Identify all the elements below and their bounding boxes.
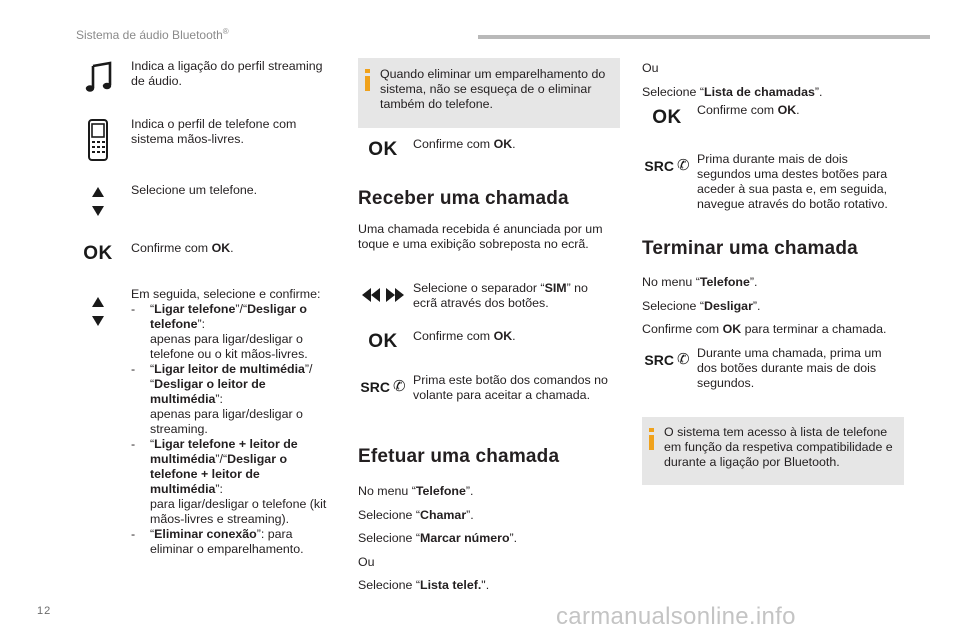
list-dash: - <box>131 302 136 316</box>
phone-slash-icon: ✆ <box>676 157 690 174</box>
option-3-desc: para ligar/desligar o telefone (kit mãos-livres e streaming). <box>150 497 327 526</box>
or-text: Ou <box>642 61 659 75</box>
lista-chamadas-word: Lista de chamadas <box>704 84 815 99</box>
section-title-receive-call: Receber uma chamada <box>358 188 569 209</box>
close-quote: ". <box>481 578 490 592</box>
watermark: carmanualsonline.info <box>556 603 796 630</box>
header-rule <box>478 35 930 39</box>
menu-prefix: No menu “ <box>642 275 700 289</box>
confirm-end-suffix: para terminar a chamada. <box>741 322 887 336</box>
list-item <box>131 527 331 557</box>
separator: ”/ <box>304 362 313 376</box>
confirm-prefix: Confirme com <box>413 137 494 151</box>
select-prefix: Selecione “ <box>642 298 704 313</box>
sim-word: SIM <box>544 281 567 295</box>
src-label: SRC <box>644 157 674 174</box>
info-text: O sistema tem acesso à lista de telefone em função da respetiva compatibilidade e durante a ligação por Bluetooth. <box>664 425 893 469</box>
header-title-text: Sistema de áudio Bluetooth <box>76 28 223 42</box>
option-disconnect-media: Desligar o leitor de multimédia <box>150 377 266 406</box>
handsfree-profile-text: Indica o perfil de telefone com sistema mãos-livres. <box>131 117 297 146</box>
period: . <box>230 241 234 255</box>
confirm-prefix: Confirme com <box>413 329 494 343</box>
desligar-word: Desligar <box>704 298 753 313</box>
option-disconnect-phone-media: Desligar o telefone + leitor de multimédia <box>150 452 288 496</box>
ok-button-icon: OK <box>368 330 398 352</box>
end-quote: ”: <box>215 392 223 406</box>
ok-button-icon: OK <box>83 242 113 264</box>
ok-word: OK <box>211 241 231 255</box>
option-4-desc: ”: para eliminar o emparelhamento. <box>150 527 304 556</box>
quote: “ <box>150 527 155 541</box>
select-prefix: Selecione “ <box>358 507 420 522</box>
list-dash: - <box>131 437 136 451</box>
telefone-word: Telefone <box>699 275 750 289</box>
end-quote: ”: <box>215 482 223 496</box>
menu-telefone-text <box>642 271 904 295</box>
info-icon <box>649 428 654 452</box>
hold-button-text: Prima durante mais de dois segundos uma destes botões para aceder à sua pasta e, em seguida, navegue através do botão rotativo. <box>697 152 888 211</box>
src-label: SRC <box>360 378 390 395</box>
src-phone-button-icon <box>642 349 692 371</box>
info-box-phonebook <box>642 417 904 485</box>
list-item <box>131 302 331 332</box>
page-header-title <box>76 27 229 42</box>
rewind-forward-icon <box>360 286 406 304</box>
ok-button-icon: OK <box>368 138 398 160</box>
ok-button-icon: OK <box>652 106 682 128</box>
during-call-text: Durante uma chamada, prima um dos botões durante mais de dois segundos. <box>697 346 882 390</box>
confirm-ok-text <box>131 241 331 256</box>
select-desligar-text <box>642 295 904 319</box>
select-prefix: Selecione “ <box>642 84 704 99</box>
quote: “ <box>150 377 155 391</box>
end-quote: ”: <box>197 317 206 331</box>
select-sim-tab-text <box>413 281 613 311</box>
music-note-icon <box>84 60 114 94</box>
close-quote: ”. <box>749 275 758 289</box>
up-down-arrows-icon <box>91 295 105 327</box>
src-label: SRC <box>644 351 674 368</box>
info-icon <box>365 69 370 93</box>
close-quote: ”. <box>509 531 518 545</box>
confirm-prefix: Confirme com <box>697 103 778 117</box>
src-phone-button-icon <box>358 376 408 398</box>
src-phone-button-icon <box>642 155 692 177</box>
close-quote: ”. <box>752 298 761 313</box>
end-call-steps <box>642 271 904 342</box>
confirm-ok-text <box>413 137 613 152</box>
or-text: Ou <box>358 554 375 569</box>
up-down-arrows-icon <box>91 185 105 217</box>
list-item <box>131 362 331 407</box>
confirm-ok-text <box>413 329 613 344</box>
option-connect-phone: Ligar telefone <box>154 302 236 316</box>
ok-word: OK <box>493 137 513 151</box>
registered-mark: ® <box>222 27 229 36</box>
list-item <box>131 437 331 497</box>
up-arrow-icon <box>92 187 104 197</box>
ok-word: OK <box>777 103 797 117</box>
section-title-end-call: Terminar uma chamada <box>642 238 858 259</box>
info-box-delete-pairing <box>358 58 620 128</box>
list-dash: - <box>131 527 136 541</box>
select-marcar-text <box>358 527 620 551</box>
option-disconnect-phone: Desligar o telefone <box>150 302 308 331</box>
option-connect-media: Ligar leitor de multimédia <box>154 362 305 376</box>
select-suffix: ” no ecrã através dos botões. <box>413 281 588 310</box>
option-1-desc: apenas para ligar/desligar o telefone ou o kit mãos-livres. <box>150 332 308 361</box>
separator: ”/“ <box>215 452 228 466</box>
phone-slash-icon: ✆ <box>392 378 406 395</box>
select-phone-text: Selecione um telefone. <box>131 183 258 197</box>
close-quote: ”. <box>465 484 474 498</box>
press-src-text: Prima este botão dos comandos no volante para aceitar a chamada. <box>413 373 608 402</box>
option-connect-phone-media: Ligar telefone + leitor de multimédia <box>150 437 298 466</box>
menu-prefix: No menu “ <box>358 484 416 498</box>
down-arrow-icon <box>92 316 104 326</box>
ok-word: OK <box>493 329 513 343</box>
streaming-profile-text: Indica a ligação do perfil streaming de áudio. <box>131 59 323 88</box>
receive-call-desc: Uma chamada recebida é anunciada por um toque e uma exibição sobreposta no ecrã. <box>358 222 603 251</box>
then-select-text: Em seguida, selecione e confirme: <box>131 287 321 301</box>
up-arrow-icon <box>92 297 104 307</box>
page-number: 12 <box>37 605 52 617</box>
options-list <box>131 287 331 557</box>
confirm-ok-text <box>697 103 897 118</box>
lista-telef-word: Lista telef. <box>420 578 482 592</box>
info-text: Quando eliminar um emparelhamento do sistema, não se esqueça de o eliminar também do telefone. <box>380 67 606 111</box>
select-chamar-text <box>358 504 620 528</box>
menu-telefone-text <box>358 480 620 504</box>
confirm-prefix: Confirme com <box>131 241 212 255</box>
make-call-steps <box>358 480 620 598</box>
list-dash: - <box>131 362 136 376</box>
period: . <box>512 329 516 343</box>
select-lista-telef-text <box>358 574 620 598</box>
period: . <box>512 137 516 151</box>
option-delete-connection: Eliminar conexão <box>154 527 257 541</box>
quote: “ <box>150 362 155 376</box>
col3-top-steps <box>642 57 902 104</box>
close-quote: ”. <box>814 84 823 99</box>
confirm-end-text <box>642 318 904 342</box>
chamar-word: Chamar <box>420 507 467 522</box>
down-arrow-icon <box>92 206 104 216</box>
section-title-make-call: Efetuar uma chamada <box>358 446 560 467</box>
telefone-word: Telefone <box>415 484 466 498</box>
quote: “ <box>150 437 155 451</box>
mobile-phone-icon <box>86 118 110 162</box>
ok-word: OK <box>722 322 742 336</box>
select-prefix: Selecione “ <box>358 531 420 545</box>
separator: ”/“ <box>235 302 248 316</box>
quote: “ <box>150 302 155 316</box>
select-prefix: Selecione o separador “ <box>413 281 545 295</box>
confirm-prefix: Confirme com <box>642 322 723 336</box>
select-prefix: Selecione “ <box>358 578 420 592</box>
option-2-desc: apenas para ligar/desligar o streaming. <box>150 407 303 436</box>
phone-slash-icon: ✆ <box>676 351 690 368</box>
select-lista-chamadas-text <box>642 81 902 105</box>
close-quote: ”. <box>466 507 474 522</box>
marcar-word: Marcar número <box>420 531 510 545</box>
period: . <box>796 103 800 117</box>
